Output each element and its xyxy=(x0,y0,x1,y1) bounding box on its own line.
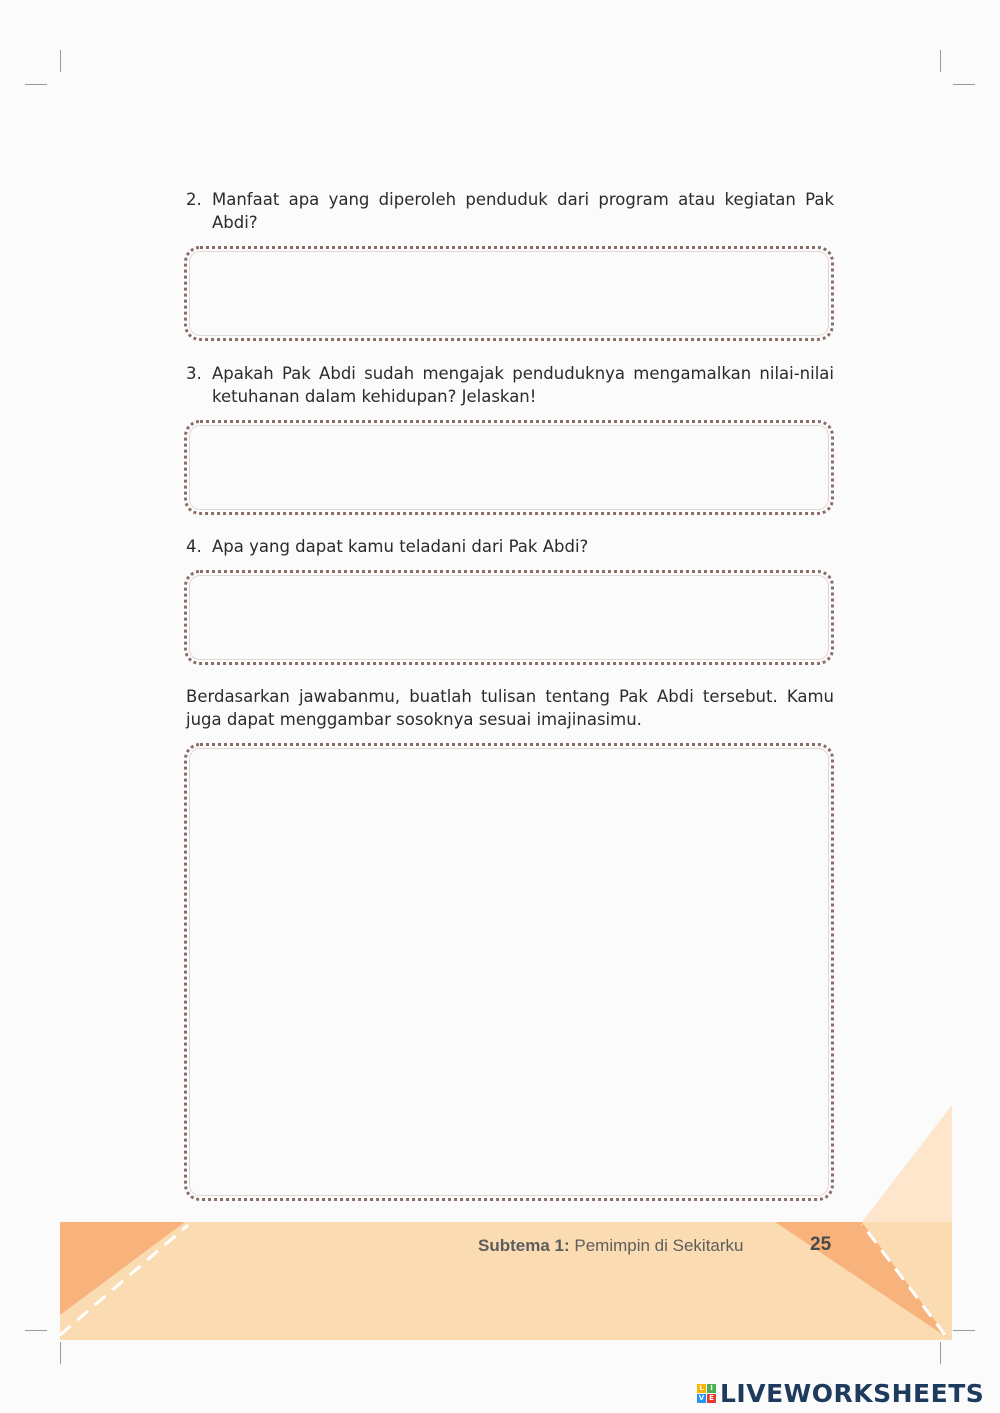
subtema-title: Pemimpin di Sekitarku xyxy=(574,1236,744,1255)
corner-flap xyxy=(862,1105,952,1222)
liveworksheets-brand xyxy=(697,1380,984,1406)
writing-instruction: Berdasarkan jawabanmu, buatlah tulisan tentang Pak Abdi tersebut. Kamu juga dapat menggambar sosoknya sesuai imajinasimu. xyxy=(186,687,834,729)
brand-logo-icon xyxy=(697,1384,716,1403)
logo-letter: L xyxy=(697,1384,706,1393)
page-number: 25 xyxy=(810,1234,832,1255)
question-number: 3. xyxy=(186,364,202,383)
logo-letter: I xyxy=(707,1384,716,1393)
footer-subtema xyxy=(478,1236,744,1256)
brand-name: LIVEWORKSHEETS xyxy=(720,1378,985,1408)
logo-letter: V xyxy=(698,1393,705,1402)
question-number: 4. xyxy=(186,537,202,556)
logo-letter: E xyxy=(707,1394,716,1403)
question-text: Apa yang dapat kamu teladani dari Pak Abdi? xyxy=(212,537,589,556)
question-text: Manfaat apa yang diperoleh penduduk dari program atau kegiatan Pak Abdi? xyxy=(212,190,834,232)
question-text: Apakah Pak Abdi sudah mengajak penduduknya mengamalkan nilai-nilai ketuhanan dalam kehidupan? Jelaskan! xyxy=(212,364,834,406)
subtema-label: Subtema 1: xyxy=(478,1236,570,1255)
question-number: 2. xyxy=(186,190,202,209)
